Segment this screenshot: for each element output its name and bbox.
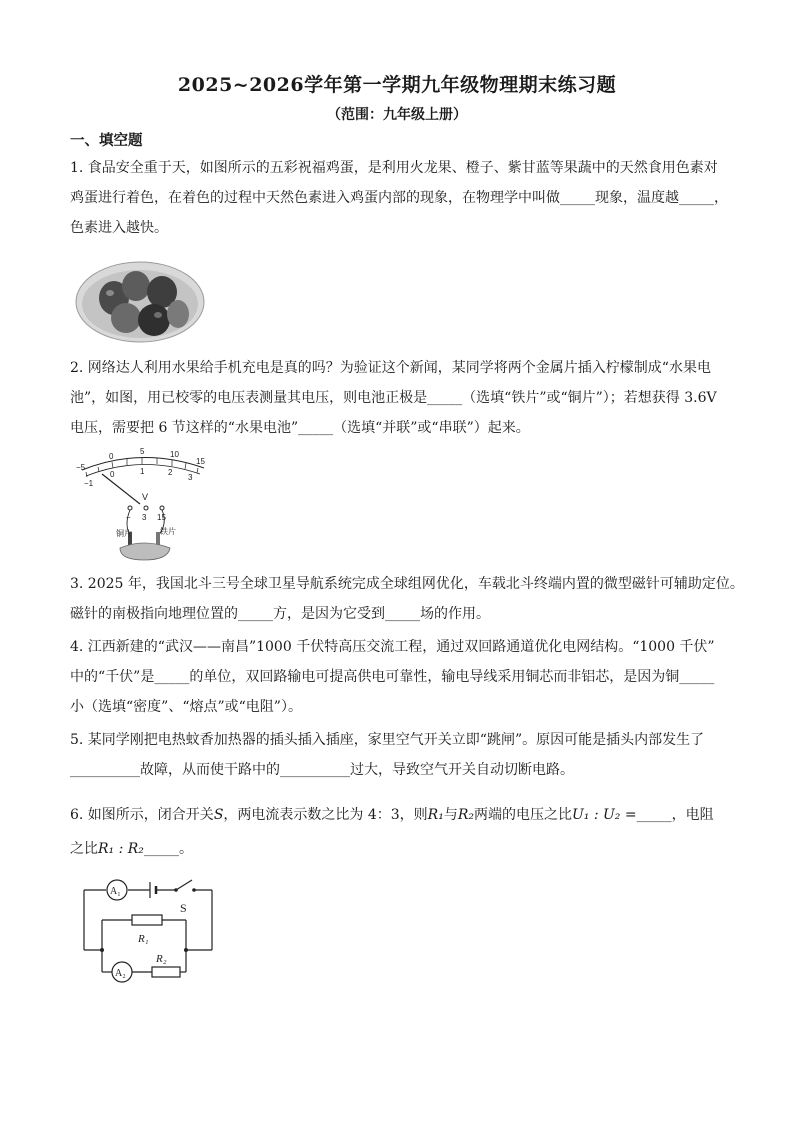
scale-tick-bottom: −1 bbox=[84, 479, 94, 488]
question-text: ，两电流表示数之比为 4：3，则 bbox=[223, 807, 428, 823]
switch-symbol: S bbox=[213, 807, 224, 823]
question-line: 色素进入越快。 bbox=[70, 220, 168, 236]
resistor-r1-symbol: R₁ bbox=[427, 807, 444, 823]
question-line: 3. 2025 年，我国北斗三号全球卫星导航系统完成全球组网优化，车载北斗终端内置的微型磁针可辅助定位。 bbox=[70, 576, 744, 592]
page-subtitle: （范围：九年级上册） bbox=[327, 107, 467, 123]
question-line: 池”，如图，用已校零的电压表测量其电压，则电池正极是_____（选填“铁片”或“铜片”）；若想获得 3.6V bbox=[70, 390, 717, 406]
scale-tick-top: 10 bbox=[170, 450, 179, 459]
ammeter-a2-label: A₂ bbox=[115, 968, 126, 979]
terminal-label: 3 bbox=[142, 513, 147, 522]
question-2 bbox=[70, 353, 730, 443]
question-line: 4. 江西新建的“武汉——南昌”1000 千伏特高压交流工程，通过双回路通道优化电网结构。“1000 千伏” bbox=[70, 639, 715, 655]
scale-tick-bottom: 2 bbox=[168, 468, 173, 477]
question-text: 与 bbox=[443, 807, 458, 823]
question-text: _____。 bbox=[143, 841, 193, 857]
question-1 bbox=[70, 153, 730, 243]
voltmeter-figure bbox=[72, 444, 212, 562]
lemon-icon bbox=[120, 543, 170, 560]
resistor-r1-icon bbox=[132, 915, 162, 925]
scale-tick-top: −5 bbox=[76, 463, 86, 472]
question-text: 之比 bbox=[70, 841, 98, 857]
question-line: 5. 某同学刚把电热蚊香加热器的插头插入插座，家里空气开关立即“跳闸”。原因可能是插头内部发生了 bbox=[70, 732, 705, 748]
copper-plate-label: 铜片 bbox=[116, 529, 132, 538]
scale-tick-bottom: 1 bbox=[140, 467, 145, 476]
meter-needle bbox=[102, 474, 140, 504]
question-6 bbox=[70, 798, 730, 866]
switch-label: S bbox=[180, 901, 187, 915]
terminal-label: − bbox=[126, 513, 131, 522]
question-line: 小（选填“密度”、“熔点”或“电阻”）。 bbox=[70, 699, 302, 715]
question-line: 中的“千伏”是_____的单位，双回路输电可提高供电可靠性，输电导线采用铜芯而非铝芯，是因为铜_____ bbox=[70, 669, 715, 685]
scale-tick-bottom: 0 bbox=[110, 470, 115, 479]
question-line: __________故障，从而使干路中的__________过大，导致空气开关自动切断电路。 bbox=[70, 762, 574, 778]
resistor-r1-label: R₁ bbox=[138, 933, 149, 945]
question-text: 6. 如图所示，闭合开关 bbox=[70, 807, 214, 823]
question-line: 2. 网络达人利用水果给手机充电是真的吗？为验证这个新闻，某同学将两个金属片插入柠檬制成“水果电 bbox=[70, 360, 711, 376]
circuit-diagram bbox=[76, 872, 220, 988]
resistor-r2-label: R₂ bbox=[156, 953, 167, 965]
scale-tick-top: 0 bbox=[109, 452, 114, 461]
question-text: 两端的电压之比 bbox=[473, 807, 572, 823]
voltmeter-symbol: V bbox=[142, 492, 149, 502]
question-line: 电压，需要把 6 节这样的“水果电池”_____（选填“并联”或“串联”）起来。 bbox=[70, 420, 530, 436]
iron-plate-label: 铁片 bbox=[160, 527, 176, 536]
page-title: 2025~2026学年第一学期九年级物理期末练习题 bbox=[177, 74, 617, 96]
scale-tick-bottom: 3 bbox=[188, 473, 193, 482]
section-heading: 一、填空题 bbox=[70, 132, 143, 149]
question-5 bbox=[70, 725, 730, 785]
scale-tick-top: 15 bbox=[196, 457, 205, 466]
terminal-label: 15 bbox=[157, 513, 166, 522]
question-4 bbox=[70, 632, 730, 722]
voltage-ratio: U₁ : U₂ = bbox=[571, 807, 637, 823]
resistance-ratio: R₁ : R₂ bbox=[98, 841, 144, 857]
question-line: 鸡蛋进行着色，在着色的过程中天然色素进入鸡蛋内部的现象，在物理学中叫做_____现象，温度越_____， bbox=[70, 190, 728, 206]
question-line: 磁针的南极指向地理位置的_____方，是因为它受到_____场的作用。 bbox=[70, 606, 490, 622]
question-line: 1. 食品安全重于天，如图所示的五彩祝福鸡蛋，是利用火龙果、橙子、紫甘蓝等果蔬中的天然食用色素对 bbox=[70, 160, 718, 176]
resistor-r2-icon bbox=[152, 967, 180, 977]
colored-eggs-photo bbox=[74, 252, 206, 344]
resistor-r2-symbol: R₂ bbox=[457, 807, 474, 823]
ammeter-a1-label: A₁ bbox=[110, 886, 121, 897]
question-text: _____，电阻 bbox=[636, 807, 714, 823]
scale-tick-top: 5 bbox=[140, 447, 145, 456]
question-3 bbox=[70, 569, 744, 629]
